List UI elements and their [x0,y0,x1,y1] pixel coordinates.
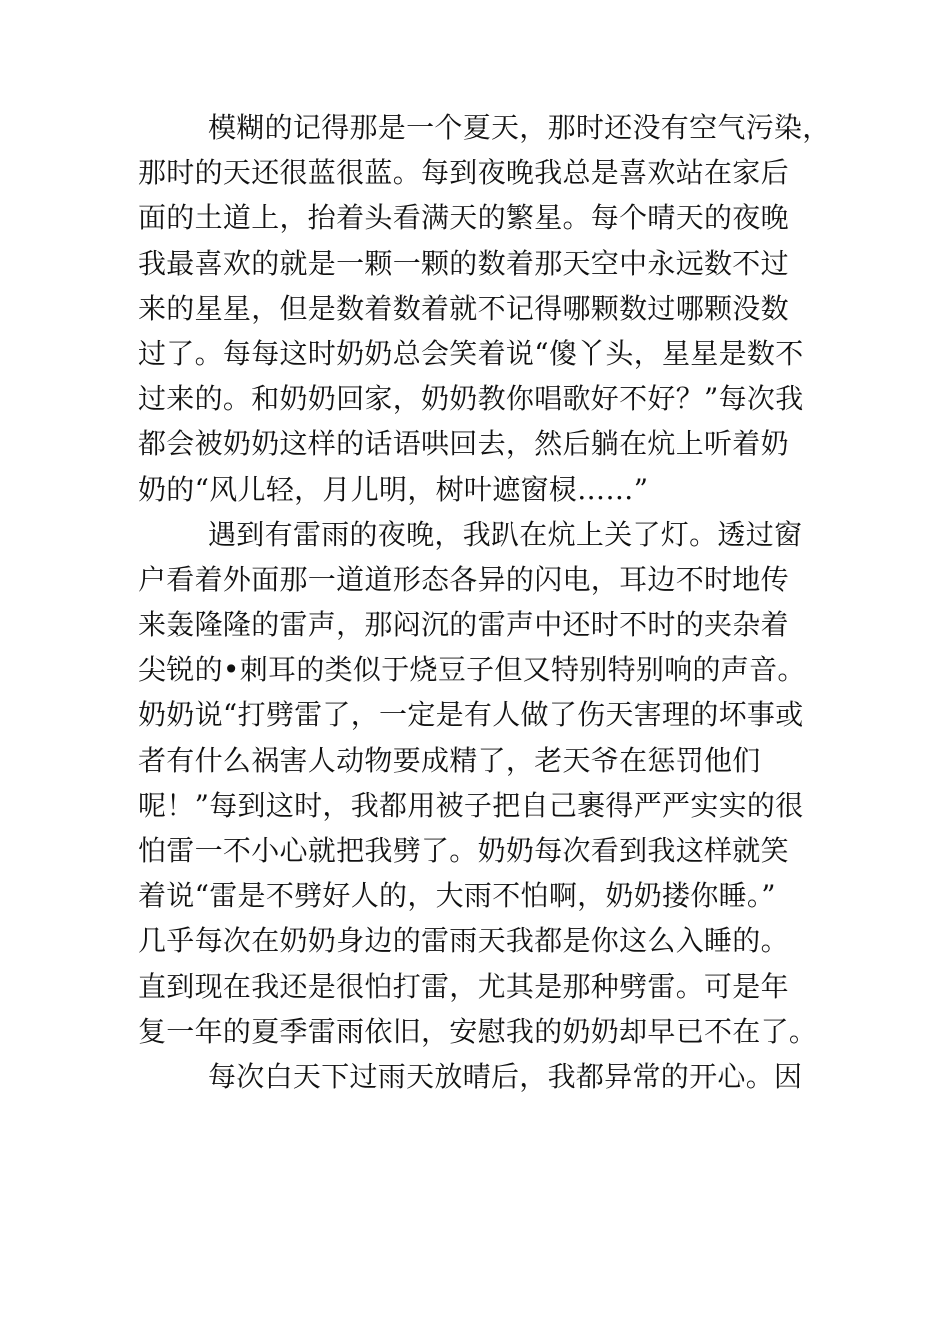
text-line: 遇到有雷雨的夜晚，我趴在炕上关了灯。透过窗 [208,517,803,551]
text-line: 户看着外面那一道道形态各异的闪电，耳边不时地传 [138,562,789,596]
text-line: 模糊的记得那是一个夏天，那时还没有空气污染， [208,111,831,144]
text-line: 着说“雷是不劈好人的，大雨不怕啊，奶奶搂你睡。” [138,879,776,913]
text-line: 每次白天下过雨天放晴后，我都异常的开心。因 [208,1059,803,1093]
text-line: 面的土道上，抬着头看满天的繁星。每个晴天的夜晚 [138,201,789,235]
text-line: 过来的。和奶奶回家，奶奶教你唱歌好不好？”每次我 [138,382,804,416]
text-line: 尖锐的•刺耳的类似于烧豆子但又特别特别响的声音。 [138,653,806,687]
text-line: 复一年的夏季雷雨依旧，安慰我的奶奶却早已不在了。 [138,1014,818,1048]
text-line: 几乎每次在奶奶身边的雷雨天我都是你这么入睡的。 [138,924,789,958]
text-line: 奶奶说“打劈雷了，一定是有人做了伤天害理的坏事或 [138,698,804,732]
document-body [138,105,831,1099]
text-line: 来的星星，但是数着数着就不记得哪颗数过哪颗没数 [138,291,789,325]
paragraph-2 [138,512,828,1054]
text-line: 来轰隆隆的雷声，那闷沉的雷声中还时不时的夹杂着 [138,608,789,642]
text-line: 我最喜欢的就是一颗一颗的数着那天空中永远数不过 [138,246,789,280]
text-line: 那时的天还很蓝很蓝。每到夜晚我总是喜欢站在家后 [138,156,789,190]
text-line: 怕雷一不小心就把我劈了。奶奶每次看到我这样就笑 [138,834,789,867]
paragraph-1 [138,105,831,512]
text-line: 直到现在我还是很怕打雷，尤其是那种劈雷。可是年 [138,969,789,1003]
paragraph-3 [138,1054,828,1099]
text-line: 奶的“风儿轻，月儿明，树叶遮窗棂……” [138,472,649,506]
text-line: 呢！”每到这时，我都用被子把自己裹得严严实实的很 [138,788,804,822]
text-line: 过了。每每这时奶奶总会笑着说“傻丫头，星星是数不 [138,336,804,370]
text-line: 都会被奶奶这样的话语哄回去，然后躺在炕上听着奶 [138,427,789,461]
text-line: 者有什么祸害人动物要成精了，老天爷在惩罚他们 [138,743,761,777]
